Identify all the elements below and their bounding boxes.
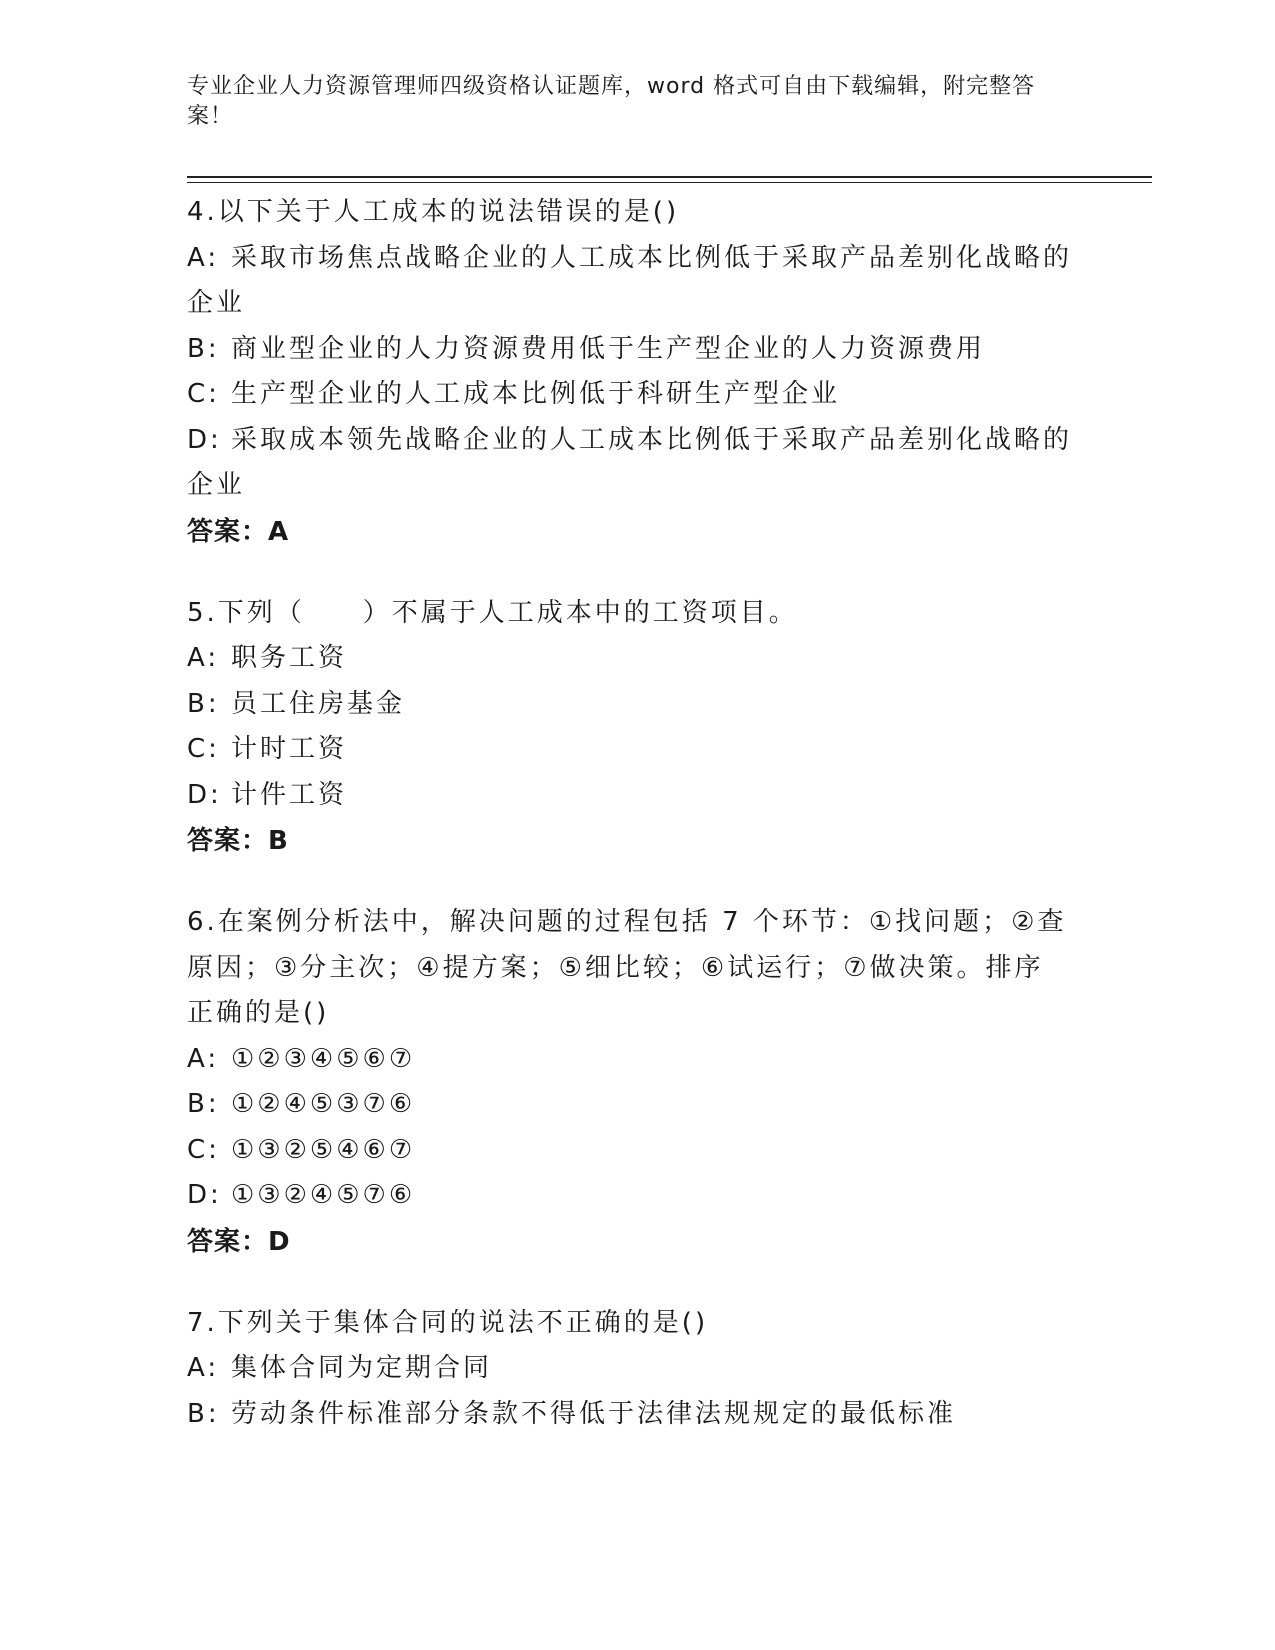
option-letter: A: (187, 1353, 220, 1383)
option-letter: A: (187, 643, 220, 673)
option-text: 职务工资 (231, 643, 348, 673)
option-line (187, 1037, 1087, 1083)
option-text: 商业型企业的人力资源费用低于生产型企业的人力资源费用 (231, 333, 986, 364)
header-rule-thin (187, 182, 1152, 183)
question-stem: 6.在案例分析法中，解决问题的过程包括 7 个环节：①找问题；②查 (187, 907, 1067, 937)
option-letter: A: (187, 242, 220, 273)
option-line (187, 236, 1087, 282)
option-line (187, 281, 1087, 327)
question-block (187, 190, 1087, 555)
option-line (187, 418, 1087, 464)
question-block (187, 591, 1087, 865)
answer-line: 答案：D (187, 1226, 291, 1257)
option-line (187, 636, 1087, 682)
option-line (187, 1346, 1087, 1392)
option-line (187, 1128, 1087, 1174)
option-line (187, 1173, 1087, 1219)
option-text: ①③②⑤④⑥⑦ (231, 1134, 416, 1165)
option-letter: C: (187, 379, 220, 409)
option-letter: B: (187, 333, 220, 364)
option-letter: B: (187, 1089, 220, 1119)
question-stem: 5.下列（ ）不属于人工成本中的工资项目。 (187, 597, 798, 628)
question-stem: 原因；③分主次；④提方案；⑤细比较；⑥试运行；⑦做决策。排序 (187, 952, 1044, 983)
question-block (187, 1301, 1087, 1438)
question-block (187, 900, 1087, 1265)
option-text: 计件工资 (231, 779, 348, 810)
option-text: 计时工资 (231, 734, 348, 764)
option-text: ①②④⑤③⑦⑥ (231, 1089, 416, 1119)
option-text: 采取成本领先战略企业的人工成本比例低于采取产品差别化战略的 (231, 424, 1073, 455)
option-letter: C: (187, 1134, 220, 1165)
option-line (187, 463, 1087, 509)
option-text: 集体合同为定期合同 (231, 1353, 493, 1383)
option-line (187, 327, 1087, 373)
option-line (187, 1082, 1087, 1128)
option-text: 劳动条件标准部分条款不得低于法律法规规定的最低标准 (231, 1398, 957, 1429)
option-line (187, 682, 1087, 728)
option-text: 企业 (187, 470, 246, 500)
option-line (187, 1392, 1087, 1438)
option-letter: D: (187, 779, 222, 810)
question-stem: 正确的是() (187, 998, 330, 1028)
option-line (187, 727, 1087, 773)
option-line (187, 372, 1087, 418)
option-text: ①②③④⑤⑥⑦ (231, 1043, 416, 1074)
answer-line: 答案：B (187, 826, 289, 856)
header-rule-thick (187, 176, 1152, 178)
option-line (187, 773, 1087, 819)
option-letter: A: (187, 1043, 220, 1074)
option-letter: C: (187, 734, 220, 764)
option-text: 企业 (187, 288, 246, 318)
option-text: ①③②④⑤⑦⑥ (231, 1180, 416, 1210)
option-text: 生产型企业的人工成本比例低于科研生产型企业 (231, 379, 841, 409)
option-text: 采取市场焦点战略企业的人工成本比例低于采取产品差别化战略的 (231, 242, 1073, 273)
option-letter: B: (187, 1398, 220, 1429)
option-letter: B: (187, 688, 220, 719)
document-header: 专业企业人力资源管理师四级资格认证题库，word 格式可自由下载编辑，附完整答案！ (187, 74, 1036, 129)
answer-line: 答案：A (187, 516, 290, 547)
option-letter: D: (187, 424, 222, 455)
question-stem: 7.下列关于集体合同的说法不正确的是() (187, 1307, 709, 1338)
question-stem: 4.以下关于人工成本的说法错误的是() (187, 197, 680, 227)
option-text: 员工住房基金 (231, 688, 406, 719)
option-letter: D: (187, 1180, 222, 1210)
question-list (187, 190, 1087, 1473)
